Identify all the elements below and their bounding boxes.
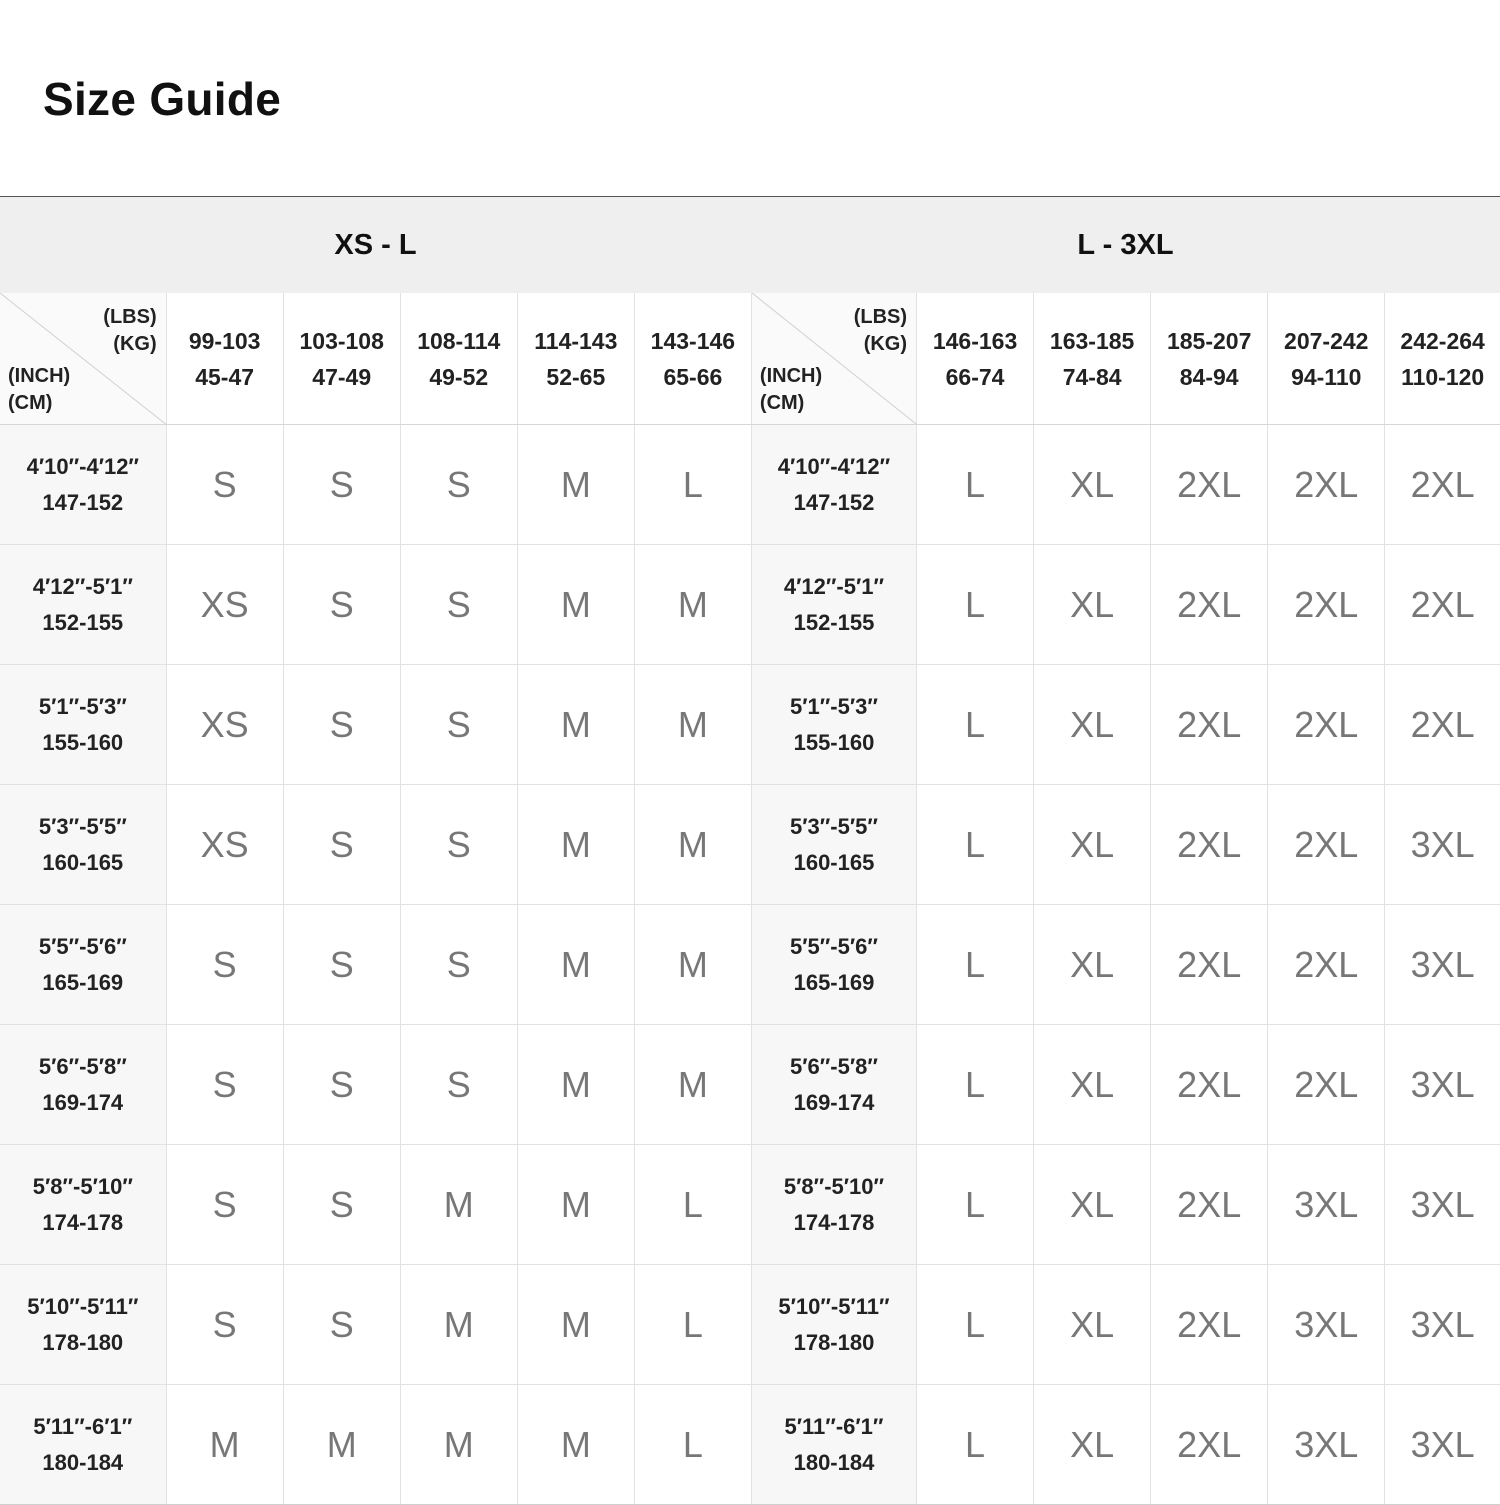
weight-lbs: 163-185 bbox=[1049, 327, 1135, 354]
size-cell: XL bbox=[1034, 1025, 1151, 1145]
size-cell: S bbox=[400, 905, 517, 1025]
height-inch: 5′6″-5′8″ bbox=[38, 1053, 127, 1079]
size-cell: S bbox=[400, 1025, 517, 1145]
group-label-xs-l: XS - L bbox=[334, 229, 417, 261]
size-cell: S bbox=[400, 545, 517, 665]
height-inch: 4′12″-5′1″ bbox=[783, 573, 885, 599]
size-cell: L bbox=[917, 1265, 1034, 1385]
weight-kg: 52-65 bbox=[546, 363, 606, 390]
page-title: Size Guide bbox=[43, 73, 282, 125]
size-cell: XL bbox=[1034, 665, 1151, 785]
size-cell: S bbox=[166, 1025, 283, 1145]
weight-lbs: 103-108 bbox=[299, 327, 384, 354]
weight-lbs: 146-163 bbox=[932, 327, 1018, 354]
height-inch: 5′5″-5′6″ bbox=[38, 933, 127, 959]
size-cell: L bbox=[917, 545, 1034, 665]
weight-kg: 74-84 bbox=[1062, 363, 1122, 390]
size-cell: 3XL bbox=[1385, 905, 1500, 1025]
size-cell: 2XL bbox=[1268, 425, 1385, 545]
size-cell: M bbox=[400, 1265, 517, 1385]
table-row bbox=[0, 1385, 1500, 1505]
height-inch: 4′10″-4′12″ bbox=[777, 453, 891, 479]
height-inch: 4′12″-5′1″ bbox=[32, 573, 133, 599]
size-cell: M bbox=[517, 1025, 634, 1145]
size-cell: M bbox=[166, 1385, 283, 1505]
size-cell: 3XL bbox=[1268, 1385, 1385, 1505]
kg-label: (KG) bbox=[863, 333, 908, 355]
height-cm: 174-178 bbox=[793, 1209, 875, 1235]
size-cell: 2XL bbox=[1151, 545, 1268, 665]
size-cell: L bbox=[634, 1385, 751, 1505]
size-cell: M bbox=[517, 905, 634, 1025]
table-row bbox=[0, 425, 1500, 545]
size-cell: M bbox=[517, 665, 634, 785]
weight-kg: 45-47 bbox=[195, 363, 255, 390]
size-cell: XS bbox=[166, 665, 283, 785]
size-cell: XL bbox=[1034, 785, 1151, 905]
height-inch: 5′1″-5′3″ bbox=[790, 693, 878, 719]
height-inch: 5′8″-5′10″ bbox=[783, 1173, 885, 1199]
lbs-label: (LBS) bbox=[103, 306, 157, 328]
height-label bbox=[751, 785, 916, 905]
weight-lbs: 207-242 bbox=[1284, 327, 1369, 354]
height-inch: 5′10″-5′11″ bbox=[27, 1293, 139, 1319]
height-cm: 174-178 bbox=[42, 1209, 124, 1235]
height-cm: 152-155 bbox=[42, 609, 124, 635]
weight-header bbox=[1034, 293, 1151, 425]
size-cell: 2XL bbox=[1151, 905, 1268, 1025]
size-cell: XL bbox=[1034, 1385, 1151, 1505]
height-label bbox=[751, 1145, 916, 1265]
weight-header bbox=[917, 293, 1034, 425]
size-cell: 3XL bbox=[1268, 1265, 1385, 1385]
weight-header bbox=[1151, 293, 1268, 425]
size-table bbox=[0, 293, 1500, 1505]
size-cell: XL bbox=[1034, 425, 1151, 545]
height-cm: 180-184 bbox=[42, 1449, 124, 1475]
size-cell: M bbox=[634, 665, 751, 785]
size-cell: 2XL bbox=[1385, 665, 1500, 785]
table-row bbox=[0, 665, 1500, 785]
height-label bbox=[751, 905, 916, 1025]
height-label bbox=[0, 545, 166, 665]
height-inch: 5′3″-5′5″ bbox=[38, 813, 127, 839]
size-cell: 2XL bbox=[1268, 665, 1385, 785]
height-cm: 160-165 bbox=[793, 849, 875, 875]
size-cell: M bbox=[517, 1385, 634, 1505]
height-cm: 169-174 bbox=[793, 1089, 875, 1115]
size-cell: S bbox=[166, 1265, 283, 1385]
weight-header bbox=[283, 293, 400, 425]
size-cell: 3XL bbox=[1268, 1145, 1385, 1265]
size-cell: S bbox=[166, 1145, 283, 1265]
height-inch: 5′11″-6′1″ bbox=[33, 1413, 133, 1439]
size-cell: L bbox=[917, 1025, 1034, 1145]
weight-kg: 110-120 bbox=[1401, 363, 1485, 390]
height-cm: 155-160 bbox=[793, 729, 875, 755]
size-cell: S bbox=[166, 905, 283, 1025]
corner-header-right bbox=[751, 293, 916, 425]
table-row bbox=[0, 1025, 1500, 1145]
size-cell: 2XL bbox=[1151, 1025, 1268, 1145]
height-inch: 5′5″-5′6″ bbox=[790, 933, 878, 959]
corner-header-left bbox=[0, 293, 166, 425]
height-label bbox=[751, 425, 916, 545]
weight-lbs: 143-146 bbox=[650, 327, 736, 354]
height-label bbox=[0, 665, 166, 785]
size-cell: M bbox=[634, 545, 751, 665]
lbs-label: (LBS) bbox=[853, 306, 908, 328]
size-cell: M bbox=[517, 785, 634, 905]
size-cell: 3XL bbox=[1385, 1265, 1500, 1385]
size-cell: S bbox=[400, 425, 517, 545]
height-label bbox=[0, 905, 166, 1025]
height-label bbox=[751, 1385, 916, 1505]
height-inch: 5′11″-6′1″ bbox=[784, 1413, 884, 1439]
size-cell: 2XL bbox=[1268, 785, 1385, 905]
size-cell: L bbox=[634, 1265, 751, 1385]
size-cell: M bbox=[634, 1025, 751, 1145]
table-row bbox=[0, 905, 1500, 1025]
size-cell: 3XL bbox=[1385, 785, 1500, 905]
size-cell: M bbox=[400, 1145, 517, 1265]
size-cell: L bbox=[917, 425, 1034, 545]
weight-kg: 84-94 bbox=[1179, 363, 1239, 390]
size-cell: M bbox=[517, 425, 634, 545]
weight-kg: 49-52 bbox=[429, 363, 489, 390]
table-row bbox=[0, 785, 1500, 905]
size-cell: XL bbox=[1034, 905, 1151, 1025]
height-cm: 178-180 bbox=[42, 1329, 124, 1355]
size-cell: 3XL bbox=[1385, 1145, 1500, 1265]
weight-kg: 47-49 bbox=[312, 363, 372, 390]
size-cell: S bbox=[400, 665, 517, 785]
weight-header bbox=[517, 293, 634, 425]
size-cell: 2XL bbox=[1268, 1025, 1385, 1145]
size-cell: 2XL bbox=[1268, 905, 1385, 1025]
size-cell: S bbox=[166, 425, 283, 545]
size-cell: M bbox=[400, 1385, 517, 1505]
inch-label: (INCH) bbox=[8, 365, 71, 387]
height-label bbox=[0, 425, 166, 545]
group-label-l-3xl: L - 3XL bbox=[1077, 229, 1174, 261]
size-cell: S bbox=[283, 1025, 400, 1145]
weight-header-row bbox=[0, 293, 1500, 425]
table-row bbox=[0, 545, 1500, 665]
weight-unit-labels bbox=[854, 304, 907, 358]
height-label bbox=[751, 1265, 916, 1385]
height-label bbox=[751, 1025, 916, 1145]
size-cell: XL bbox=[1034, 1145, 1151, 1265]
size-cell: 2XL bbox=[1385, 545, 1500, 665]
height-cm: 169-174 bbox=[42, 1089, 124, 1115]
height-label bbox=[0, 1265, 166, 1385]
size-cell: 2XL bbox=[1151, 665, 1268, 785]
size-cell: L bbox=[917, 665, 1034, 785]
height-cm: 160-165 bbox=[42, 849, 124, 875]
size-cell: S bbox=[400, 785, 517, 905]
size-cell: M bbox=[634, 905, 751, 1025]
size-cell: XS bbox=[166, 545, 283, 665]
weight-kg: 94-110 bbox=[1291, 363, 1362, 390]
height-cm: 147-152 bbox=[793, 489, 875, 515]
weight-header bbox=[1268, 293, 1385, 425]
size-cell: S bbox=[283, 1145, 400, 1265]
height-cm: 178-180 bbox=[793, 1329, 875, 1355]
weight-header bbox=[634, 293, 751, 425]
size-cell: S bbox=[283, 545, 400, 665]
size-cell: 2XL bbox=[1151, 785, 1268, 905]
size-cell: L bbox=[917, 1385, 1034, 1505]
size-cell: L bbox=[917, 1145, 1034, 1265]
table-row bbox=[0, 1265, 1500, 1385]
size-cell: 3XL bbox=[1385, 1025, 1500, 1145]
weight-lbs: 114-143 bbox=[534, 327, 618, 354]
height-cm: 165-169 bbox=[793, 969, 875, 995]
size-cell: L bbox=[917, 905, 1034, 1025]
size-cell: 2XL bbox=[1268, 545, 1385, 665]
height-cm: 152-155 bbox=[793, 609, 875, 635]
size-cell: L bbox=[634, 1145, 751, 1265]
height-unit-labels bbox=[760, 363, 822, 417]
height-cm: 180-184 bbox=[793, 1449, 875, 1475]
cm-label: (CM) bbox=[759, 392, 805, 414]
size-cell: L bbox=[634, 425, 751, 545]
height-cm: 165-169 bbox=[42, 969, 124, 995]
height-label bbox=[0, 1025, 166, 1145]
weight-header bbox=[166, 293, 283, 425]
size-cell: S bbox=[283, 425, 400, 545]
size-cell: L bbox=[917, 785, 1034, 905]
table-row bbox=[0, 1145, 1500, 1265]
height-inch: 5′1″-5′3″ bbox=[38, 693, 127, 719]
kg-label: (KG) bbox=[113, 333, 157, 355]
height-cm: 147-152 bbox=[42, 489, 124, 515]
cm-label: (CM) bbox=[8, 392, 53, 414]
height-cm: 155-160 bbox=[42, 729, 124, 755]
size-cell: S bbox=[283, 905, 400, 1025]
size-cell: 2XL bbox=[1151, 1385, 1268, 1505]
weight-kg: 66-74 bbox=[945, 363, 1005, 390]
height-label bbox=[751, 665, 916, 785]
size-cell: M bbox=[283, 1385, 400, 1505]
size-cell: XL bbox=[1034, 1265, 1151, 1385]
weight-lbs: 108-114 bbox=[417, 327, 501, 354]
weight-lbs: 185-207 bbox=[1166, 327, 1252, 354]
size-cell: S bbox=[283, 1265, 400, 1385]
size-cell: 3XL bbox=[1385, 1385, 1500, 1505]
inch-label: (INCH) bbox=[759, 365, 823, 387]
size-cell: M bbox=[634, 785, 751, 905]
height-inch: 5′8″-5′10″ bbox=[32, 1173, 133, 1199]
weight-unit-labels bbox=[103, 304, 156, 358]
size-cell: 2XL bbox=[1385, 425, 1500, 545]
size-cell: M bbox=[517, 1265, 634, 1385]
height-inch: 5′10″-5′11″ bbox=[778, 1293, 890, 1319]
height-label bbox=[751, 545, 916, 665]
weight-header bbox=[400, 293, 517, 425]
weight-lbs: 99-103 bbox=[188, 327, 261, 354]
height-label bbox=[0, 1145, 166, 1265]
height-unit-labels bbox=[8, 363, 70, 417]
height-label bbox=[0, 1385, 166, 1505]
height-inch: 5′6″-5′8″ bbox=[790, 1053, 878, 1079]
size-cell: S bbox=[283, 665, 400, 785]
size-cell: XL bbox=[1034, 545, 1151, 665]
size-cell: M bbox=[517, 1145, 634, 1265]
height-inch: 5′3″-5′5″ bbox=[790, 813, 878, 839]
size-cell: S bbox=[283, 785, 400, 905]
height-label bbox=[0, 785, 166, 905]
size-cell: 2XL bbox=[1151, 1145, 1268, 1265]
weight-header bbox=[1385, 293, 1500, 425]
height-inch: 4′10″-4′12″ bbox=[26, 453, 139, 479]
size-cell: XS bbox=[166, 785, 283, 905]
size-cell: 2XL bbox=[1151, 425, 1268, 545]
size-cell: 2XL bbox=[1151, 1265, 1268, 1385]
weight-kg: 65-66 bbox=[663, 363, 723, 390]
size-cell: M bbox=[517, 545, 634, 665]
weight-lbs: 242-264 bbox=[1400, 327, 1485, 354]
